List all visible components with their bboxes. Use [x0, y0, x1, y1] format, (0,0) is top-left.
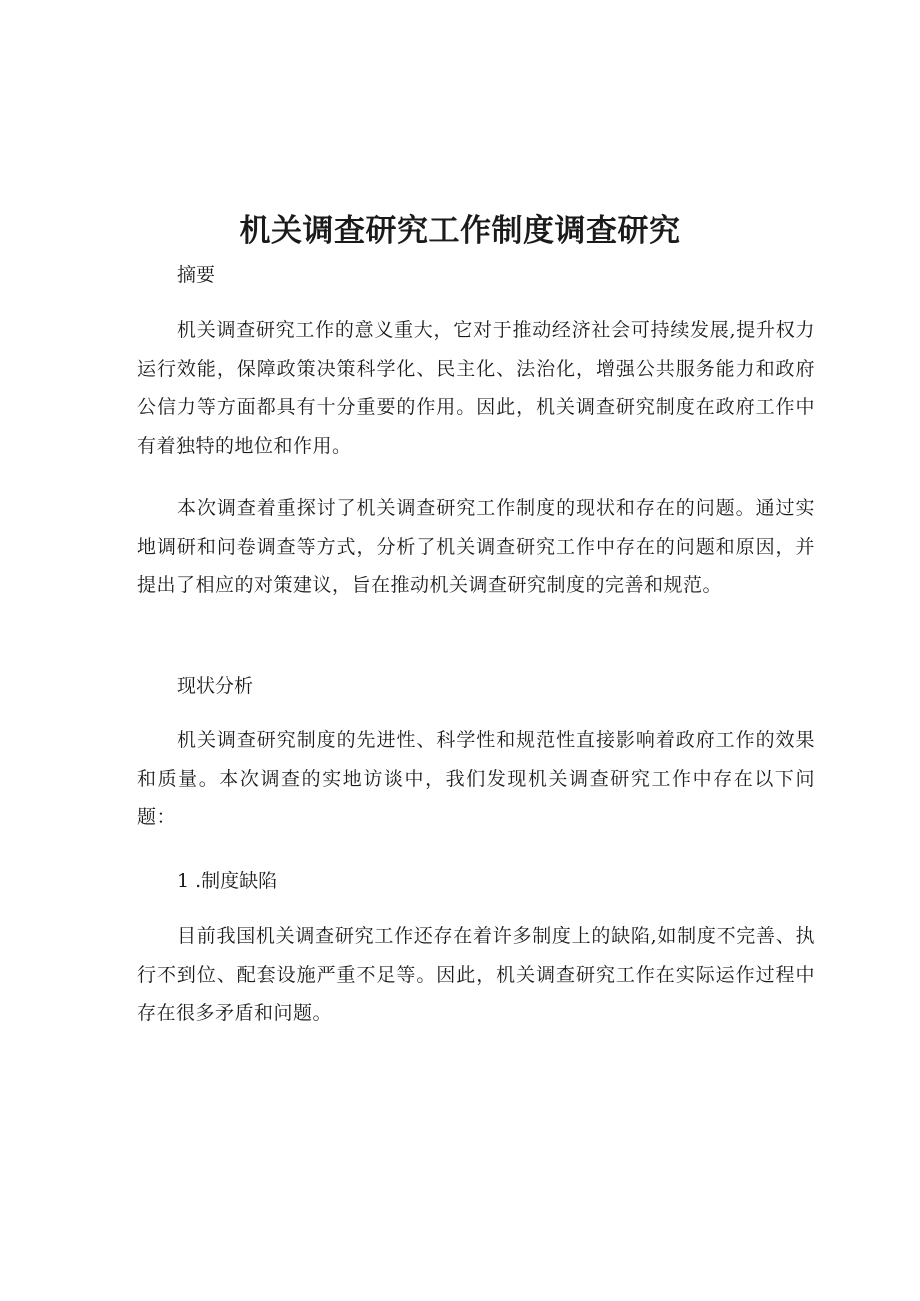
status-analysis-heading: 现状分析 — [177, 675, 254, 697]
item-1-heading: 1 .制度缺陷 — [177, 870, 278, 892]
abstract-paragraph-1: 机关调查研究工作的意义重大，它对于推动经济社会可持续发展,提升权力运行效能，保障政策决策科学化、民主化、法治化，增强公共服务能力和政府公信力等方面都具有十分重要的作用。因此，机关调查研究制度在政府工作中有着独特的地位和作用。 — [137, 319, 815, 457]
item-1-paragraph: 目前我国机关调查研究工作还存在着许多制度上的缺陷,如制度不完善、执行不到位、配套设施严重不足等。因此，机关调查研究工作在实际运作过程中存在很多矛盾和问题。 — [137, 925, 815, 1024]
abstract-heading: 摘要 — [177, 264, 216, 286]
status-analysis-paragraph: 机关调查研究制度的先进性、科学性和规范性直接影响着政府工作的效果和质量。本次调查的实地访谈中，我们发现机关调查研究工作中存在以下问题： — [137, 729, 815, 828]
abstract-paragraph-2: 本次调查着重探讨了机关调查研究工作制度的现状和存在的问题。通过实地调研和问卷调查等方式，分析了机关调查研究工作中存在的问题和原因，并提出了相应的对策建议，旨在推动机关调查研究制度的完善和规范。 — [137, 497, 815, 596]
document-title: 机关调查研究工作制度调查研究 — [239, 213, 681, 249]
